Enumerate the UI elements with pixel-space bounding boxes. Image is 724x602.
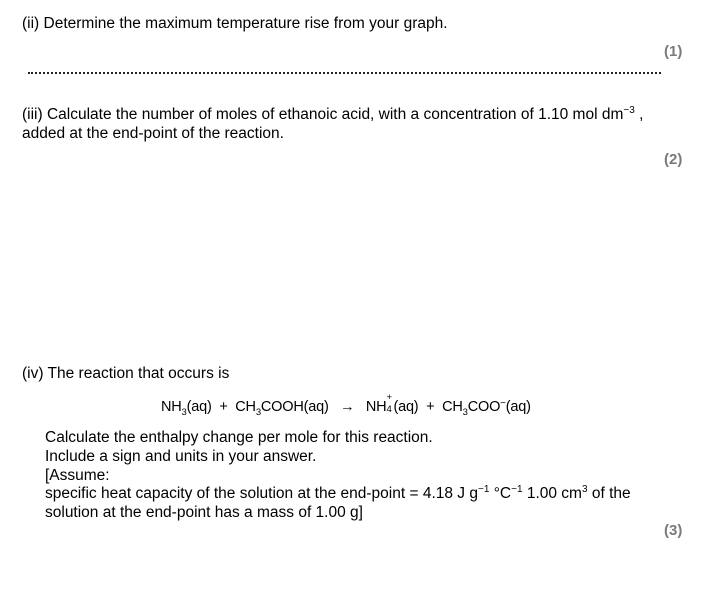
question-iv-line3: [Assume:	[45, 467, 110, 484]
question-iii-line1: (iii) Calculate the number of moles of ethanoic acid, with a concentration of 1.10 mol $dm^{-3}$ ,	[22, 105, 644, 123]
answer-line	[28, 72, 661, 74]
question-iv-line4: specific heat capacity of the solution at the end-point = 4.18 J $g^{-1}$ $^\circ C^{-1}$ 1.00 $cm^3$ of the	[45, 484, 631, 502]
question-iv-line5: solution at the end-point has a mass of 1.00 g]	[45, 504, 363, 521]
question-ii-marks: (1)	[664, 43, 683, 60]
question-iv-line1: Calculate the enthalpy change per mole for this reaction.	[45, 429, 433, 446]
question-iv-marks: (3)	[664, 522, 683, 539]
reaction-equation: $NH_3(aq)$ + $CH_3COOH(aq)$ → NH + 4 $(aq) + CH_3COO^-(aq)$	[161, 392, 531, 418]
question-iv-intro: (iv) The reaction that occurs is	[22, 365, 230, 382]
question-iii-line2: added at the end-point of the reaction.	[22, 125, 284, 142]
question-iv-line2: Include a sign and units in your answer.	[45, 448, 317, 465]
question-ii-text: (ii) Determine the maximum temperature rise from your graph.	[22, 15, 448, 32]
reaction-arrow-icon: →	[340, 399, 355, 415]
question-iii-marks: (2)	[664, 151, 683, 168]
